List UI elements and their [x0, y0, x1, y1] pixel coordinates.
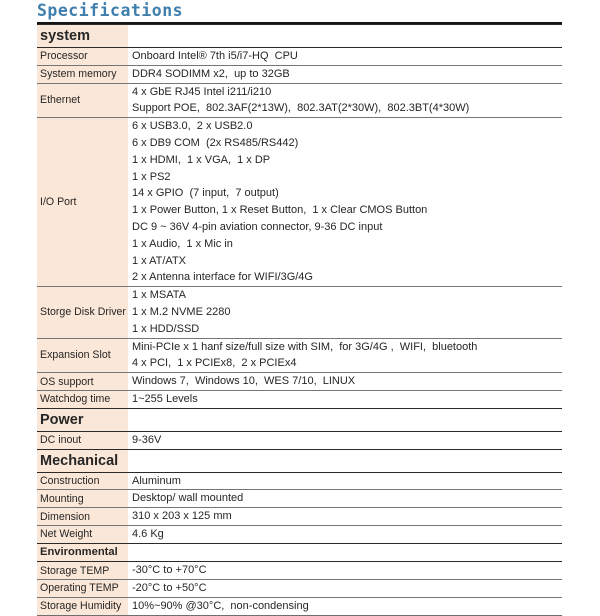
page-title: Specifications — [37, 1, 184, 20]
spec-label: Processor — [37, 48, 128, 65]
spec-value — [128, 287, 562, 337]
spec-value-line: 1 x Audio, 1 x Mic in — [132, 237, 233, 250]
spec-value — [128, 490, 562, 507]
section-header-mechanical — [37, 449, 562, 472]
spec-row — [37, 117, 562, 286]
spec-value — [128, 473, 562, 490]
spec-value — [128, 48, 562, 65]
section-header-power — [37, 408, 562, 431]
spec-value — [128, 339, 562, 373]
spec-label: I/O Port — [37, 118, 128, 286]
spec-label: Ethernet — [37, 84, 128, 118]
spec-label: Net Weight — [37, 526, 128, 543]
spec-table — [37, 22, 562, 616]
spec-value-line: 4 x PCI, 1 x PCIEx8, 2 x PCIEx4 — [132, 357, 297, 370]
spec-value-line: 1 x MSATA — [132, 289, 186, 302]
spec-label: Construction — [37, 473, 128, 490]
spec-value-line: 1 x AT/ATX — [132, 254, 186, 267]
spec-value — [128, 432, 562, 449]
spec-label: Mounting — [37, 490, 128, 507]
spec-label: Dimension — [37, 508, 128, 525]
spec-row — [37, 83, 562, 118]
section-header-label: Mechanical — [37, 450, 128, 472]
spec-row — [37, 372, 562, 390]
spec-label: System memory — [37, 66, 128, 83]
spec-label: Operating TEMP — [37, 580, 128, 597]
spec-value-line: 6 x USB3.0, 2 x USB2.0 — [132, 120, 253, 133]
spec-value — [128, 580, 562, 597]
spec-label: Storage Humidity — [37, 598, 128, 615]
spec-value — [128, 598, 562, 615]
spec-label: Expansion Slot — [37, 339, 128, 373]
section-header-environmental — [37, 543, 562, 562]
spec-row — [37, 390, 562, 408]
spec-row — [37, 47, 562, 65]
section-header-label: Power — [37, 409, 128, 431]
spec-value-line: 10%~90% @30°C, non-condensing — [132, 599, 309, 612]
spec-value-line: 1 x PS2 — [132, 170, 171, 183]
spec-value — [128, 508, 562, 525]
spec-value-line: 1 x HDMI, 1 x VGA, 1 x DP — [132, 153, 271, 166]
spec-value-line: 310 x 203 x 125 mm — [132, 510, 232, 523]
spec-value-line: 1 x Power Button, 1 x Reset Button, 1 x Clear CMOS Button — [132, 204, 428, 217]
spec-row — [37, 431, 562, 449]
spec-label: DC inout — [37, 432, 128, 449]
spec-row — [37, 286, 562, 337]
spec-value-line: Mini-PCIe x 1 hanf size/full size with SIM, for 3G/4G , WIFI, bluetooth — [132, 340, 478, 353]
spec-row — [37, 489, 562, 507]
spec-value-line: 9-36V — [132, 433, 162, 446]
section-header-spacer — [128, 450, 562, 472]
spec-value-line: DDR4 SODIMM x2, up to 32GB — [132, 67, 290, 80]
spec-value-line: 6 x DB9 COM (2x RS485/RS442) — [132, 136, 299, 149]
spec-row — [37, 65, 562, 83]
spec-value — [128, 562, 562, 579]
spec-value-line: DC 9 ~ 36V 4-pin aviation connector, 9-36 DC input — [132, 220, 383, 233]
spec-label: Watchdog time — [37, 391, 128, 408]
spec-value-line: Support POE, 802.3AF(2*13W), 802.3AT(2*30W), 802.3BT(4*30W) — [132, 102, 470, 115]
spec-value — [128, 118, 562, 286]
section-header-label: Environmental — [37, 544, 128, 562]
section-header-spacer — [128, 544, 562, 562]
spec-value-line: -20°C to +50°C — [132, 582, 207, 595]
spec-value-line: 4 x GbE RJ45 Intel i211/i210 — [132, 85, 272, 98]
spec-value-line: Aluminum — [132, 474, 181, 487]
spec-value — [128, 526, 562, 543]
spec-value — [128, 84, 562, 118]
spec-value-line: 4.6 Kg — [132, 527, 164, 540]
spec-value — [128, 373, 562, 390]
spec-value — [128, 66, 562, 83]
spec-value-line: 2 x Antenna interface for WIFI/3G/4G — [132, 271, 313, 284]
spec-value-line: Onboard Intel® 7th i5/i7-HQ CPU — [132, 50, 298, 62]
spec-value-line: Windows 7, Windows 10, WES 7/10, LINUX — [132, 375, 356, 388]
spec-label: Storge Disk Driver — [37, 287, 128, 337]
spec-row — [37, 597, 562, 615]
section-header-spacer — [128, 409, 562, 431]
spec-value — [128, 391, 562, 408]
spec-value-line: Desktop/ wall mounted — [132, 492, 244, 505]
spec-row — [37, 338, 562, 373]
spec-row — [37, 579, 562, 597]
section-header-label: system — [37, 25, 128, 47]
spec-row — [37, 472, 562, 490]
spec-label: OS support — [37, 373, 128, 390]
spec-value-line: 1~255 Levels — [132, 392, 198, 405]
spec-value-line: 1 x M.2 NVME 2280 — [132, 305, 231, 318]
spec-value-line: 1 x HDD/SSD — [132, 322, 200, 335]
section-header-system — [37, 24, 562, 47]
spec-label: Storage TEMP — [37, 562, 128, 579]
spec-row — [37, 525, 562, 543]
section-header-spacer — [128, 25, 562, 47]
spec-value-line: -30°C to +70°C — [132, 564, 207, 577]
spec-row — [37, 561, 562, 579]
spec-row — [37, 507, 562, 525]
spec-value-line: 14 x GPIO (7 input, 7 output) — [132, 187, 279, 200]
